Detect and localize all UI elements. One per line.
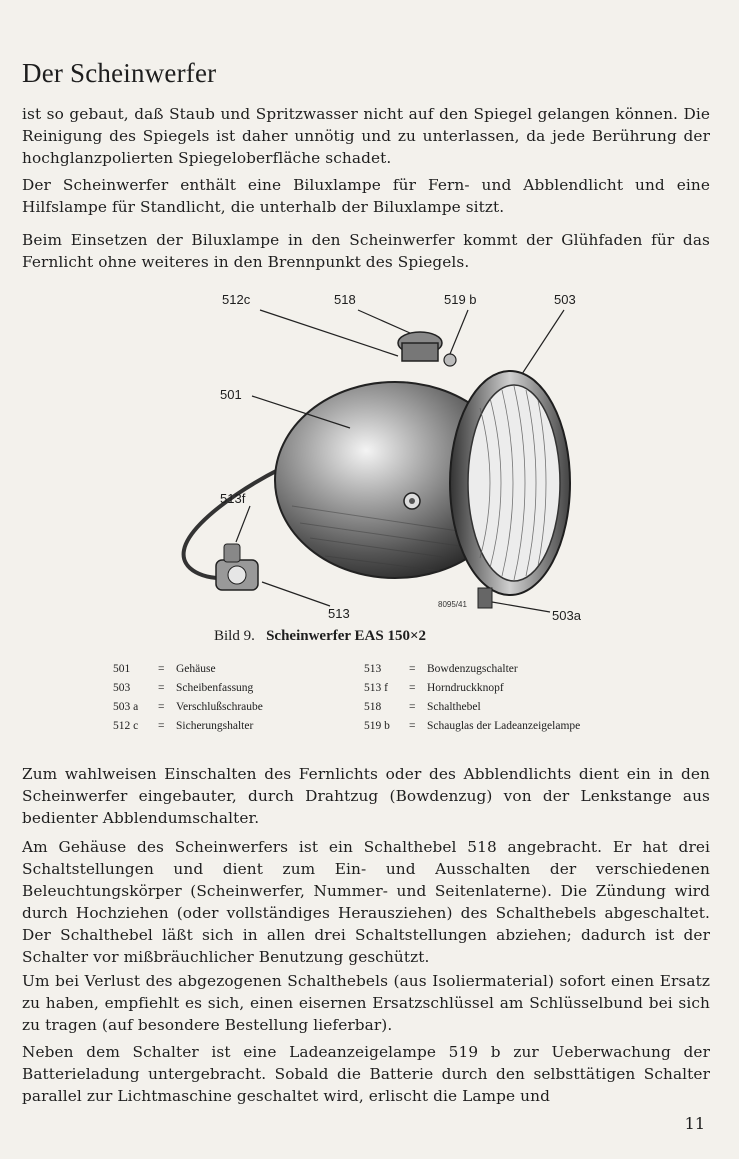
legend-right — [364, 660, 580, 736]
callout-518: 518 — [334, 292, 356, 307]
legend-row: 503 a = Verschlußschraube — [113, 701, 263, 713]
callout-501: 501 — [220, 387, 242, 402]
paragraph-switch-lever: Am Gehäuse des Scheinwerfers ist ein Schalthebel 518 angebracht. Er hat drei Schaltstellungen und dient zum Ein- und Ausschalten der verschiedenen Beleuchtungskörper (Scheinwerfer, Nummer- und Seitenlaterne). Die Zündung wird durch Hochziehen (oder vollständiges Herausziehen) des Schalthebels abgeschaltet. Der Schalthebel läßt sich in allen drei Schaltstellungen abziehen; dadurch ist der Schalter vor mißbräuchlicher Benutzung geschützt. — [22, 838, 710, 966]
locking-screw-503a — [478, 588, 492, 608]
callout-503: 503 — [554, 292, 576, 307]
drawing-number: 8095/41 — [438, 600, 467, 609]
legend-row: 513 f = Horndruckknopf — [364, 682, 504, 694]
callout-503a: 503a — [552, 608, 581, 623]
caption-title: Scheinwerfer EAS 150×2 — [266, 628, 427, 644]
bowden-switch-513 — [216, 544, 258, 590]
legend-left — [113, 660, 263, 736]
legend-row: 519 b = Schauglas der Ladeanzeigelampe — [364, 720, 581, 732]
callout-513: 513 — [328, 606, 350, 621]
paragraph-lamps: Der Scheinwerfer enthält eine Biluxlampe für Fern- und Abblendlicht und eine Hilfslampe für Standlicht, die unterhalb der Biluxlampe sitzt. — [22, 176, 710, 216]
figure-caption — [214, 628, 426, 645]
paragraph-charge-lamp: Neben dem Schalter ist eine Ladeanzeigelampe 519 b zur Ueberwachung der Batterieladung untergebracht. Sobald die Batterie durch den selbsttätigen Schalter parallel zur Lichtmaschine geschaltet wird, erlischt die Lampe und — [22, 1043, 710, 1105]
callout-519b: 519 b — [444, 292, 477, 307]
paragraph-dip-switch: Zum wahlweisen Einschalten des Fernlichts oder des Abblendlichts dient ein in den Scheinwerfer eingebauter, durch Drahtzug (Bowdenzug) von der Lenkstange aus bedienter Abblendumschalter. — [22, 765, 710, 827]
legend-row: 513 = Bowdenzugschalter — [364, 663, 518, 675]
paragraph-bilux-insertion: Beim Einsetzen der Biluxlampe in den Scheinwerfer kommt der Glühfaden für das Fernlicht ohne weiteres in den Brennpunkt des Spiegels. — [22, 231, 710, 271]
headlamp-illustration — [150, 288, 610, 628]
section-heading: Der Scheinwerfer — [22, 58, 217, 88]
callout-513f: 513f — [220, 491, 246, 506]
legend-row: 503 = Scheibenfassung — [113, 682, 254, 694]
legend-row: 518 = Schalthebel — [364, 701, 481, 713]
callout-512c: 512c — [222, 292, 251, 307]
caption-prefix: Bild 9. — [214, 628, 255, 644]
legend-row: 501 = Gehäuse — [113, 663, 216, 675]
legend-row: 512 c = Sicherungshalter — [113, 720, 254, 732]
paragraph-spare-key: Um bei Verlust des abgezogenen Schalthebels (aus Isoliermaterial) sofort einen Ersatz zu haben, empfiehlt es sich, einen eisernen Ersatzschlüssel am Schlüsselbund bei sich zu tragen (auf besondere Bestellung lieferbar). — [22, 972, 710, 1034]
horn-button-513f — [224, 544, 240, 562]
page-number: 11 — [684, 1114, 705, 1133]
charge-lamp-glass-519b — [444, 354, 456, 366]
paragraph-mirror: ist so gebaut, daß Staub und Spritzwasser nicht auf den Spiegel gelangen können. Die Reinigung des Spiegels ist daher unnötig und zu unterlassen, da jede Berührung der hochglanzpolierten Spiegeloberfläche schadet. — [22, 105, 710, 167]
